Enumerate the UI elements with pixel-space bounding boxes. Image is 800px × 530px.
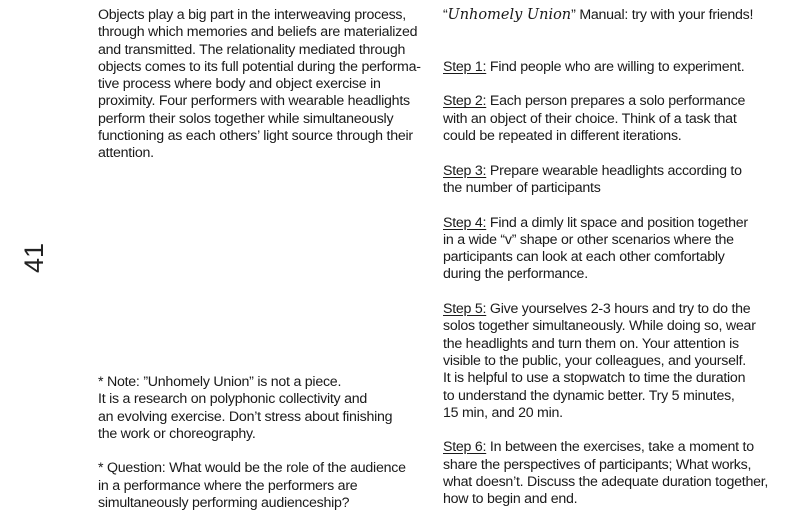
step-line: participants can look at each other comfortably	[443, 249, 725, 266]
step-line: in a wide “v” shape or other scenarios where the	[443, 231, 734, 248]
step-line: could be repeated in different iterations.	[443, 128, 682, 145]
question-line: * Question: What would be the role of the audience	[98, 460, 406, 477]
step-line: Each person prepares a solo performance	[489, 93, 746, 110]
page-number: 41	[19, 242, 49, 274]
step-line: to understand the dynamic better. Try 5 minutes,	[443, 387, 735, 404]
left-column	[98, 7, 428, 163]
step-label: Step 5:	[443, 301, 487, 318]
intro-paragraph: Objects play a big part in the interweaving process, through which memories and beliefs are materialized and transmitted. The relationality mediated through objects comes to its full potential during the performa-tive process where body and object exercise in proximity. Four performers with wearable headlights perform their solos together while simultaneously functioning as each others’ light source through their attention.	[98, 7, 421, 162]
step-label: Step 6:	[443, 439, 487, 456]
step-line: 15 min, and 20 min.	[443, 404, 563, 421]
manual-title	[443, 7, 795, 24]
right-column	[443, 7, 795, 526]
step-line: In between the exercises, take a moment to	[489, 439, 754, 456]
question-paragraph	[98, 460, 428, 512]
step-label: Step 2:	[443, 93, 487, 110]
step-line: what doesn’t. Discuss the adequate duration together,	[443, 474, 769, 491]
note-line: It is a research on polyphonic collectivity and	[98, 391, 367, 408]
title-name: Unhomely Union	[447, 7, 572, 23]
step-line: Find a dimly lit space and position together	[489, 214, 748, 231]
step-label: Step 3:	[443, 162, 487, 179]
step-5	[443, 301, 795, 422]
step-3	[443, 163, 795, 198]
step-line: the headlights and turn them on. Your attention is	[443, 335, 739, 352]
step-line: share the perspectives of participants; What works,	[443, 456, 752, 473]
question-line: simultaneously performing audienceship?	[98, 495, 350, 512]
note-line: an evolving exercise. Don’t stress about finishing	[98, 408, 393, 425]
step-4	[443, 215, 795, 284]
title-rest: ” Manual: try with your friends!	[571, 7, 754, 23]
notes-section	[98, 374, 428, 530]
note-paragraph	[98, 374, 428, 443]
step-line: how to begin and end.	[443, 491, 578, 508]
step-line: during the performance.	[443, 266, 588, 283]
step-line: It is helpful to use a stopwatch to time the duration	[443, 370, 746, 387]
step-line: solos together simultaneously. While doing so, wear	[443, 318, 756, 335]
title-open-quote: “	[443, 7, 448, 23]
step-1	[443, 59, 795, 76]
step-line: Give yourselves 2-3 hours and try to do the	[489, 301, 751, 318]
step-line: Prepare wearable headlights according to	[489, 162, 742, 179]
note-line: the work or choreography.	[98, 425, 256, 442]
step-6	[443, 439, 795, 508]
note-line: * Note: ”Unhomely Union” is not a piece.	[98, 374, 342, 390]
step-label: Step 1:	[443, 58, 487, 75]
step-line: visible to the public, your colleagues, and yourself.	[443, 352, 746, 369]
step-line: with an object of their choice. Think of a task that	[443, 110, 737, 127]
step-line: the number of participants	[443, 179, 601, 196]
question-line: in a performance where the performers are	[98, 477, 358, 494]
step-line: Find people who are willing to experiment.	[489, 58, 745, 75]
step-2	[443, 93, 795, 145]
step-label: Step 4:	[443, 214, 487, 231]
